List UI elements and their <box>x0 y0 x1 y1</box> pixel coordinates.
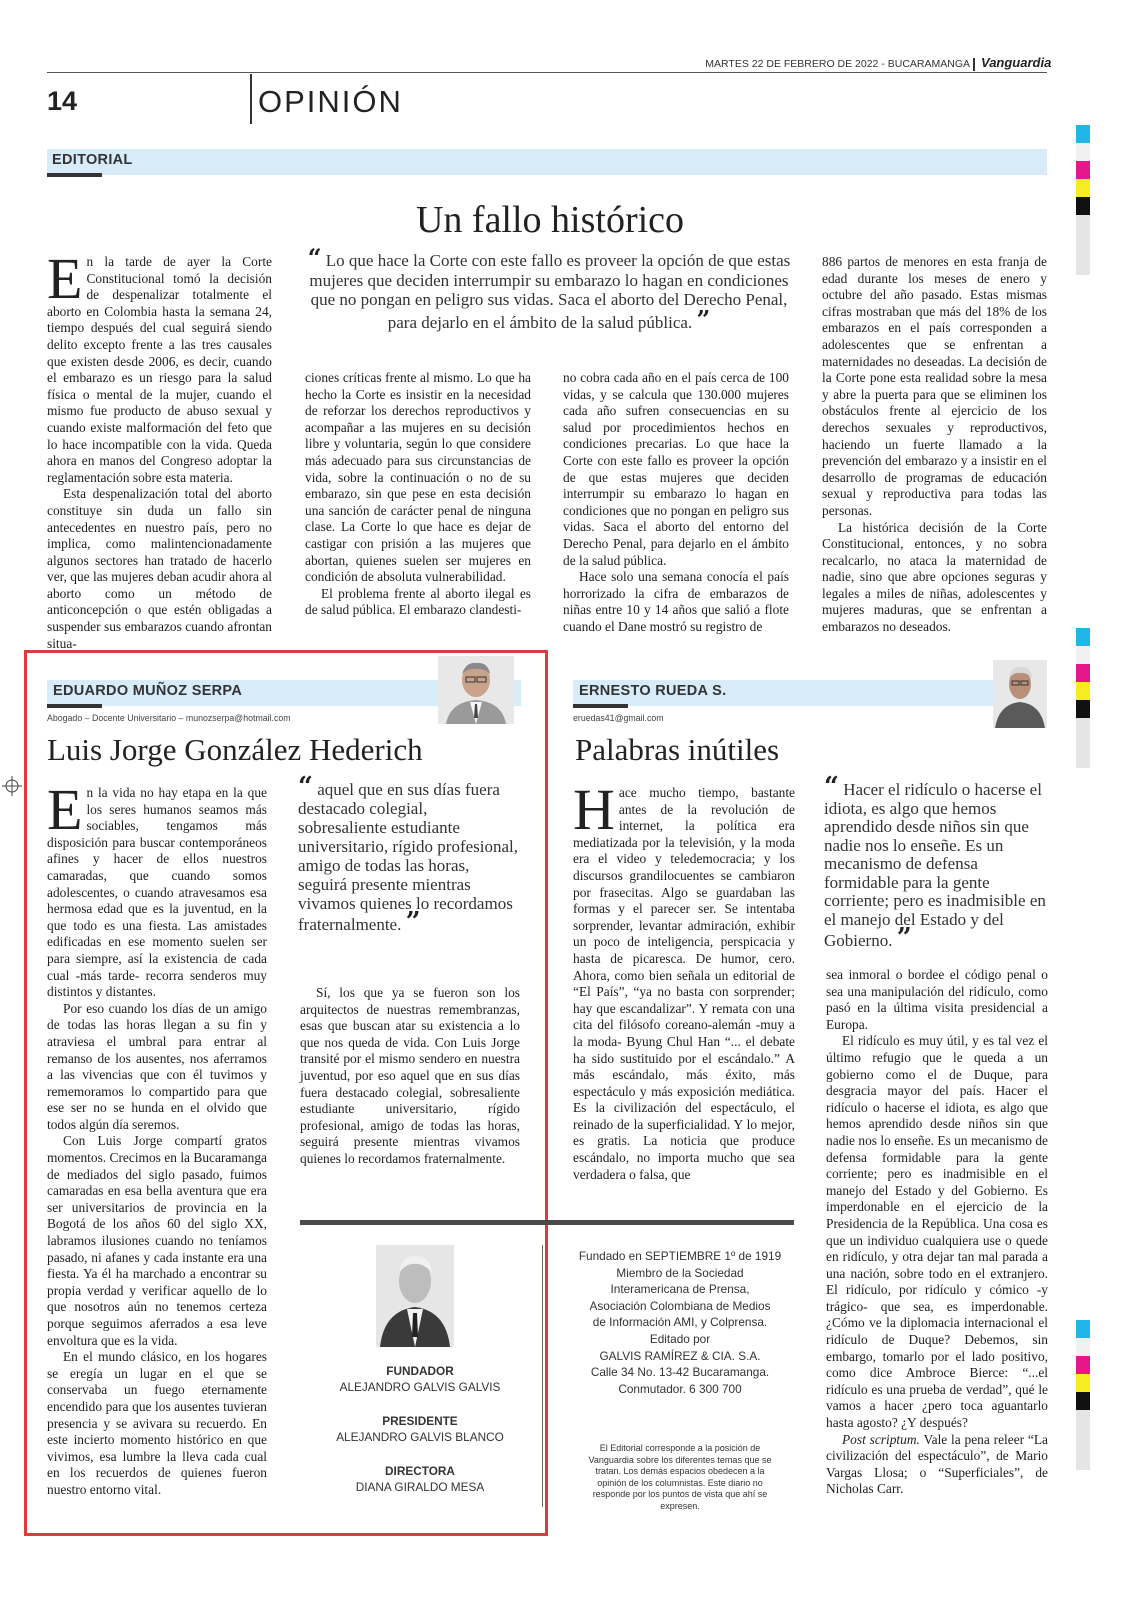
close-quote-icon: ” <box>405 907 421 937</box>
dropcap: H <box>573 777 615 842</box>
author-photo-left <box>438 656 514 724</box>
fundador-label: FUNDADOR <box>386 1364 454 1378</box>
column-left-pullquote <box>298 772 520 937</box>
byline-left: Abogado – Docente Universitario – munozserpa@hotmail.com <box>47 713 291 723</box>
color-registration-marks <box>1076 1320 1090 1470</box>
pullquote-text: aquel que en sus días fuera destacado colegial, sobresaliente estudiante universitario, rígido profesional, amigo de todas las horas, seguirá presente mientras vivamos quienes lo recordamos fraternalmente. <box>298 780 519 934</box>
directora-name: DIANA GIRALDO MESA <box>355 1480 485 1494</box>
section-title: OPINIÓN <box>258 84 403 119</box>
column-right-text-2: sea inmoral o bordee el código penal o sea una manipulación del ridículo, como pasó en la última visita presidencial a Europa. El ridículo es muy útil, y es tal vez el último refugio que le queda a un gobierno como el de Duque, para desgracia mayor del país. Hacer el ridículo o hacerse el idiota, es algo que hemos aprendido desde niños sin que nadie nos lo enseñe. Es un mecanismo de defensa formidable para la gente corriente; pero es inadmisible en el manejo del Estado y del Gobierno. Es imperdonable en el ejercicio de la Presidencia de la República. Una cosa es que un individuo cualquiera use o quede en ridículo, y otra dejar tan mal parada a una nación, sobre todo en el extranjero. El ridículo, por ridículo y cómico -y trágico- que sea, es imperdonable. ¿Cómo ve la diplomacia internacional el ridículo de Duque? Debemos, sin embargo, tomarlo por el lado positivo, como dice Ambroce Bierce: “...el ridículo es una prueba de verdad”, qué le vamos a hacer ¿pero toca aguantarlo hasta agosto? ¿Y después? Post scriptum. Vale la pena releer “La civilización del espectáculo”, de Mario Vargas Llosa; o “Superficiales”, de Nicholas Carr. <box>826 967 1048 1497</box>
editorial-label-underline <box>47 173 102 177</box>
section-divider <box>250 74 252 124</box>
presidente-name: ALEJANDRO GALVIS BLANCO <box>336 1430 504 1444</box>
author-name-left: EDUARDO MUÑOZ SERPA <box>53 683 243 699</box>
editorial-column-1: En la tarde de ayer la Corte Constitucional tomó la decisión de despenalizar totalmente el aborto en Colombia hasta la semana 24, tiempo después del cual seguirá siendo delito excepto frente a las tres causales que existen desde 2006, es decir, cuando el embarazo es un riesgo para la salud física o mental de la mujer, cuando el mismo fue producto de abuso sexual y cuando existe malformación del feto que lo hace incompatible con la vida. Queda ahora en manos del Congreso adoptar la reglamentación sobre esta materia. Esta despenalización total del aborto constituye sin duda un fallo sin antecedentes en nuestro país, pero no implica, como malintencionadamente algunos sectores han tratado de hacerlo ver, que las mujeres deban acudir ahora al aborto como un método de anticoncepción o que estén obligadas a suspender sus embarazos cuando afrontan situa- <box>47 246 272 651</box>
editorial-label-bar <box>47 149 1047 175</box>
column-title-right: Palabras inútiles <box>575 732 780 767</box>
color-registration-marks <box>1076 125 1090 275</box>
masthead-staff <box>300 1363 540 1495</box>
author-underline-left <box>47 704 102 708</box>
editorial-headline: Un fallo histórico <box>415 199 685 241</box>
editorial-column-4: 886 partos de menores en esta franja de edad durante los meses de enero y octubre del año pasado. Estas mismas cifras mostraban que más del 18% de los embarazos en el país corresponden a adolescentes que se enfrentan a maternidades no deseadas. La decisión de la Corte pone esta realidad sobre la mesa y abre la puerta para que se eliminen los obstáculos frente al ejercicio de los derechos sexuales y reproductivos, haciendo un fuerte llamado a la prevención del embarazo y a insistir en el desarrollo de programas de educación sexual y reproductiva para todas las personas. La histórica decisión de la Corte Constitucional, entonces, y no sobra recalcarlo, no ataca la maternidad de nadie, sino que abre opciones seguras y legales a miles de niñas, adolescentes y mujeres maduras, que se enfrentan a embarazos no deseados. <box>822 254 1047 635</box>
person-silhouette-icon <box>376 1245 454 1347</box>
byline-right: eruedas41@gmail.com <box>573 713 664 723</box>
directora-label: DIRECTORA <box>385 1464 455 1478</box>
dropcap: E <box>47 777 83 842</box>
column-left-text-1: En la vida no hay etapa en la que los seres humanos seamos más sociables, tengamos más disposición para buscar contemporáneos afines y hacer de ellos nuestros camaradas, que cuando somos adolescentes, o cuando atravesamos esa hermosa edad que es la juventud, en la que todo es una fiesta. Las amistades edificadas en ese momento suelen ser para siempre, así la existencia de cada cual -más tarde- recorra senderos muy distintos y distantes. Por eso cuando los días de un amigo de todas las horas llegan a su fin y atraviesa el umbral para entrar al remanso de los ausentes, nos aferramos a las vivencias que con él tuvimos y rememoramos lo compartido para que ese ser no se hunda en el olvido que todos algún día seremos. Con Luis Jorge compartí gratos momentos. Crecimos en la Bucaramanga de mediados del siglo pasado, fuimos camaradas en esa bella aventura que era ser universitarios de provincia en la Bogotá de los años 60 del siglo XX, labramos ilusiones cuando no teníamos pasado, ni afanes y cada instante era una fiesta. Ya él ha marchado a encontrar su propia verdad y verificar aquello de lo que nosotros aún no tenemos certeza porque seguimos aferrados a esa leve envoltura que es la vida. En el mundo clásico, en los hogares se eregía un lugar en el que se conservaba un fuego eternamente encendido para que los ausentes tuvieran presencia y se avivara su recuerdo. En este incierto momento histórico en que vivimos, esa lumbre la lleva cada cual en los recuerdos de quienes fueron nuestro entorno vital. <box>47 777 267 1497</box>
close-quote-icon: ” <box>696 304 711 334</box>
column-right-pullquote <box>824 772 1046 953</box>
header-rule <box>47 72 1047 73</box>
founder-photo <box>376 1245 454 1347</box>
date-line: MARTES 22 DE FEBRERO DE 2022 - BUCARAMANGA <box>705 58 970 70</box>
masthead-disclaimer: El Editorial corresponde a la posición de Vanguardia sobre los diferentes temas que se tratan. Los demás espacios obedecen a la opinión de los columnistas. Este diario no responde por los puntos de vista que ahí se expresen. <box>588 1443 772 1511</box>
date-separator <box>973 58 975 71</box>
column-title-left: Luis Jorge González Hederich <box>47 732 423 767</box>
pullquote-text: Hacer el ridículo o hacerse el idiota, es algo que hemos aprendido desde niños sin que nadie nos lo enseñe. Es un mecanismo de defensa formidable para la gente corriente; pero es inadmisible en el manejo del Estado y del Gobierno. <box>824 780 1046 950</box>
author-name-right: ERNESTO RUEDA S. <box>579 683 727 699</box>
masthead-rule <box>300 1220 794 1225</box>
page-number: 14 <box>47 86 78 116</box>
column-left-text-2: Sí, los que ya se fueron son los arquitectos de nuestras remembranzas, esas que buscan atar su existencia a lo que nos queda de vida. Con Luis Jorge transité por el mismo sendero en nuestra juventud, por eso aquel que en sus días fuera destacado colegial, sobresaliente estudiante universitario, rígido profesional, amigo de todas las horas, seguirá presente mientras vivamos quienes lo recordamos fraternalmente. <box>300 985 520 1166</box>
column-right-text-1: Hace mucho tiempo, bastante antes de la revolución de internet, la política era mediatizada por la televisión, y la moda era el video y teledemocracia; y los discursos grandilocuentes se cambiaron por frasecitas. Algo se guardaban las formas y el parecer ser. Se intentaba sorprender, levantar admiración, exhibir un poco de inteligencia, perspicacia y hasta de picaresca. De humor, cero. Ahora, como bien señala un editorial de “El País”, “ya no basta con sorprender; hay que escandalizar”. Y remata con una cita del filósofo coreano-alemán -muy a la moda- Byung Chul Han “... el debate ha sido sustituido por el escándalo.” A más escándalo, más éxito, más espectáculo y más exposición mediática. Es la civilización del espectáculo, el reinado de la superficialidad. Y lo mejor, es gratis. La noticia que produce escándalo, no importa mucho que sea verdadera o falsa, que <box>573 777 795 1182</box>
brand-logo: Vanguardia <box>981 55 1052 70</box>
editorial-label: EDITORIAL <box>52 152 133 168</box>
editorial-column-3: no cobra cada año en el país cerca de 100 vidas, y se calcula que 130.000 mujeres cada año sufren consecuencias en su salud por procedimientos hechos en condiciones precarias. Lo que hace la Corte con este fallo es proveer la opción de que estas mujeres que deciden interrumpir su embarazo lo hagan en condiciones que no pongan en peligro sus vidas. Saca el aborto del entorno del Derecho Penal, para dejarlo en el ámbito de la salud pública. Hace solo una semana conocía el país horrorizado la cifra de embarazos de niñas entre 10 y 14 años que salió a flote cuando el Dane mostró su registro de <box>563 370 789 634</box>
open-quote-icon: “ <box>824 772 839 802</box>
open-quote-icon: “ <box>307 243 322 272</box>
close-quote-icon: ” <box>896 923 912 953</box>
author-photo-right <box>993 660 1047 728</box>
postscript-label: Post scriptum. <box>842 1431 920 1447</box>
person-silhouette-icon <box>993 660 1047 728</box>
person-silhouette-icon <box>438 656 514 724</box>
color-registration-marks <box>1076 628 1090 768</box>
pullquote-text: Lo que hace la Corte con este fallo es proveer la opción de que estas mujeres que deciden interrumpir su embarazo lo hagan en condiciones que no pongan en peligro sus vidas. Saca el aborto del Derecho Penal, para dejarlo en el ámbito de la salud pública. <box>309 251 791 332</box>
fundador-name: ALEJANDRO GALVIS GALVIS <box>339 1380 501 1394</box>
presidente-label: PRESIDENTE <box>382 1414 458 1428</box>
author-underline-right <box>573 704 628 708</box>
dropcap: E <box>47 246 83 311</box>
editorial-column-2: ciones críticas frente al mismo. Lo que ha hecho la Corte es insistir en la necesidad de reforzar los derechos reproductivos y acompañar a las mujeres en su decisión libre y voluntaria, según lo que considere más adecuado para sus circunstancias de vida, sobre la continuación o no de su embarazo, sin que pese en esta decisión una sanción de carácter penal de ninguna clase. La Corte lo que hace es dejar de castigar con prisión a las mujeres que abortan, quienes suelen ser mujeres en condición de absoluta vulnerabilidad. El problema frente al aborto ilegal es de salud pública. El embarazo clandesti- <box>305 370 531 618</box>
masthead-divider <box>542 1245 543 1507</box>
masthead-info: Fundado en SEPTIEMBRE 1º de 1919 Miembro de la Sociedad Interamericana de Prensa, Asociación Colombiana de Medios de Información AMI, y Colprensa. Editado por GALVIS RAMÍREZ & CIA. S.A. Calle 34 No. 13-42 Bucaramanga. Conmutador. 6 300 700 <box>578 1249 782 1396</box>
editorial-pullquote <box>304 243 794 334</box>
crosshair-icon <box>2 776 22 796</box>
open-quote-icon: “ <box>298 772 313 802</box>
